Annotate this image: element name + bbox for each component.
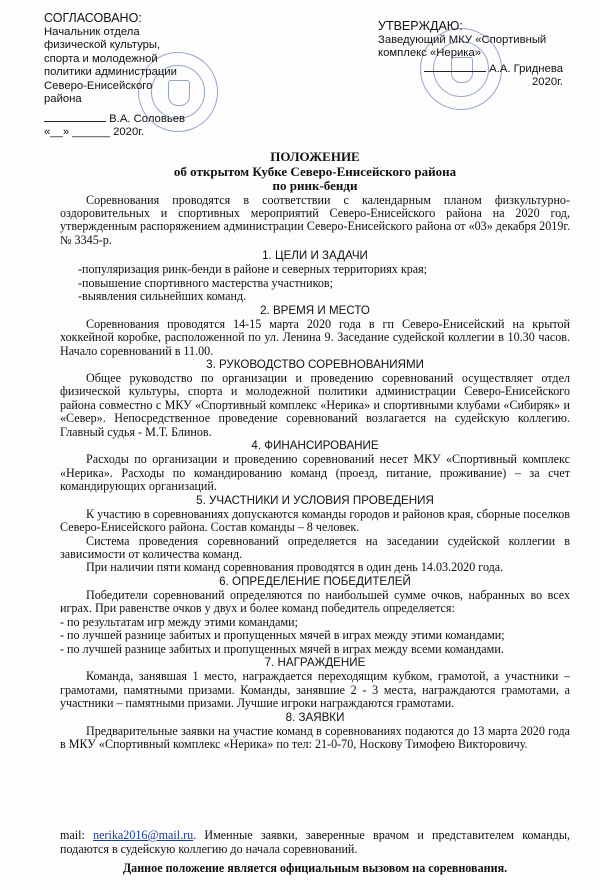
list-item: -повышение спортивного мастерства участников; xyxy=(78,275,333,290)
section-heading: 2. ВРЕМЯ И МЕСТО xyxy=(260,303,370,317)
section-paragraph: Соревнования проводятся 14-15 марта 2020 года в гп Северо-Енисейский на крытой хоккейной коробке, расположенной по ул. Ленина 9. Заседание судейской коллегии в 10.30 часов. Начало соревнований в 11.00. xyxy=(60,316,570,358)
approval-line: спорта и молодежной xyxy=(44,52,158,65)
approve-signer: А.А. Гриднева xyxy=(489,62,563,75)
mail-label: mail: xyxy=(60,828,85,842)
final-statement: Данное положение является официальным вызовом на соревнования. xyxy=(122,861,508,875)
list-item: -выявления сильнейших команд. xyxy=(78,289,247,304)
section-paragraph: Расходы по организации и проведению соревнований несет МКУ «Спортивный комплекс «Нерика». Расходы по командированию команд (проезд, питание, проживание) – за счет командирующих организаций. xyxy=(60,452,570,494)
section-paragraph: Общее руководство по организации и проведению соревнований осуществляет отдел физической культуры, спорта и молодежной политики администрации Северо-Енисейского района совместно с МКУ «Спортивный комплекс «Нерика» и спортивными клубами «Сибиряк» и «Север». Непосредственное проведение соревнований возлагается на судейскую коллегию. Главный судья - М.Т. Блинов. xyxy=(60,371,570,439)
email-link[interactable]: nerika2016@mail.ru xyxy=(93,828,194,842)
signature-line xyxy=(424,61,486,72)
approval-heading: СОГЛАСОВАНО: xyxy=(44,11,142,25)
section-heading: 5. УЧАСТНИКИ И УСЛОВИЯ ПРОВЕДЕНИЯ xyxy=(196,493,434,507)
intro-paragraph: Соревнования проводятся в соответствии с календарным планом физкультурно-оздоровительных и спортивных мероприятий Северо-Енисейского района на 2020 год, утвержденным распоряжением администрации Северо-Енисейского района от «03» декабря 2019г. № 3345-р. xyxy=(60,192,570,247)
footer-paragraph xyxy=(60,829,570,856)
section-heading: 6. ОПРЕДЕЛЕНИЕ ПОБЕДИТЕЛЕЙ xyxy=(219,574,411,588)
section-heading: 4. ФИНАНСИРОВАНИЕ xyxy=(251,439,379,453)
section-paragraph: Предварительные заявки на участие команд в соревнованиях подаются до 13 марта 2020 года в МКУ «Спортивный комплекс «Нерика» по тел: 21-0-70, Носкову Тимофею Викторовичу. xyxy=(60,723,570,751)
section-paragraph: Система проведения соревнований определяется на заседании судейской коллегии в зависимости от количества команд. xyxy=(60,533,570,562)
approval-line: политики администрации xyxy=(44,66,177,78)
section-heading: 1. ЦЕЛИ И ЗАДАЧИ xyxy=(262,249,368,263)
document-body xyxy=(60,150,570,751)
approve-line: комплекс «Нерика» xyxy=(378,47,482,59)
list-item: - по результатам игр между этими командами; xyxy=(60,614,298,629)
section-paragraph: Победители соревнований определяются по наибольшей сумме очков, набранных во всех играх. При равенстве очков у двух и более команд победитель определяется: xyxy=(60,587,570,616)
section-paragraph: Команда, занявшая 1 место, награждается переходящим кубком, грамотой, а участники – грамотами, памятными призами. Команды, занявшие 2 - 3 места, награждаются грамотами, а участники – памятными призами. Лучшие игроки награждаются грамотами. xyxy=(60,669,570,711)
approval-signer: В.А. Соловьев xyxy=(109,112,185,125)
approval-line: физической культуры, xyxy=(44,39,161,51)
approve-heading: УТВЕРЖДАЮ: xyxy=(378,19,463,33)
approve-line: Заведующий МКУ «Спортивный xyxy=(378,33,547,46)
list-item: -популяризация ринк-бенди в районе и северных территориях края; xyxy=(78,262,428,277)
approval-line: района xyxy=(44,93,82,105)
title-line: по ринк-бенди xyxy=(272,178,358,193)
list-item: - по лучшей разнице забитых и пропущенных мячей в играх между этими командами; xyxy=(60,628,505,643)
document-footer xyxy=(60,829,570,876)
approval-line: Начальник отдела xyxy=(44,25,140,38)
approve-block xyxy=(378,20,563,90)
approval-date: «__» ______ 2020г. xyxy=(44,126,145,138)
title-line: ПОЛОЖЕНИЕ xyxy=(270,149,360,164)
approve-date: 2020г. xyxy=(531,76,563,88)
approval-line: Северо-Енисейского xyxy=(44,79,153,92)
section-heading: 8. ЗАЯВКИ xyxy=(285,710,345,724)
title-line: об открытом Кубке Северо-Енисейского района xyxy=(173,163,457,179)
section-paragraph: К участию в соревнованиях допускаются команды городов и районов края, сборные поселков Северо-Енисейского района. Состав команды – 8 человек. xyxy=(60,506,570,535)
list-item: - по лучшей разнице забитых и пропущенных мячей в играх между всеми командами. xyxy=(60,641,504,656)
signature-line xyxy=(44,111,106,122)
footer-text: . Именные заявки, заверенные врачом и представителем команды, подаются в судейскую коллегию до начала соревнований. xyxy=(60,828,570,856)
section-paragraph: При наличии пяти команд соревнования проводятся в один день 14.03.2020 года. xyxy=(86,560,504,575)
document-title xyxy=(60,150,570,194)
section-heading: 3. РУКОВОДСТВО СОРЕВНОВАНИЯМИ xyxy=(206,358,424,372)
section-heading: 7. НАГРАЖДЕНИЕ xyxy=(264,656,366,670)
approval-block xyxy=(44,12,219,140)
